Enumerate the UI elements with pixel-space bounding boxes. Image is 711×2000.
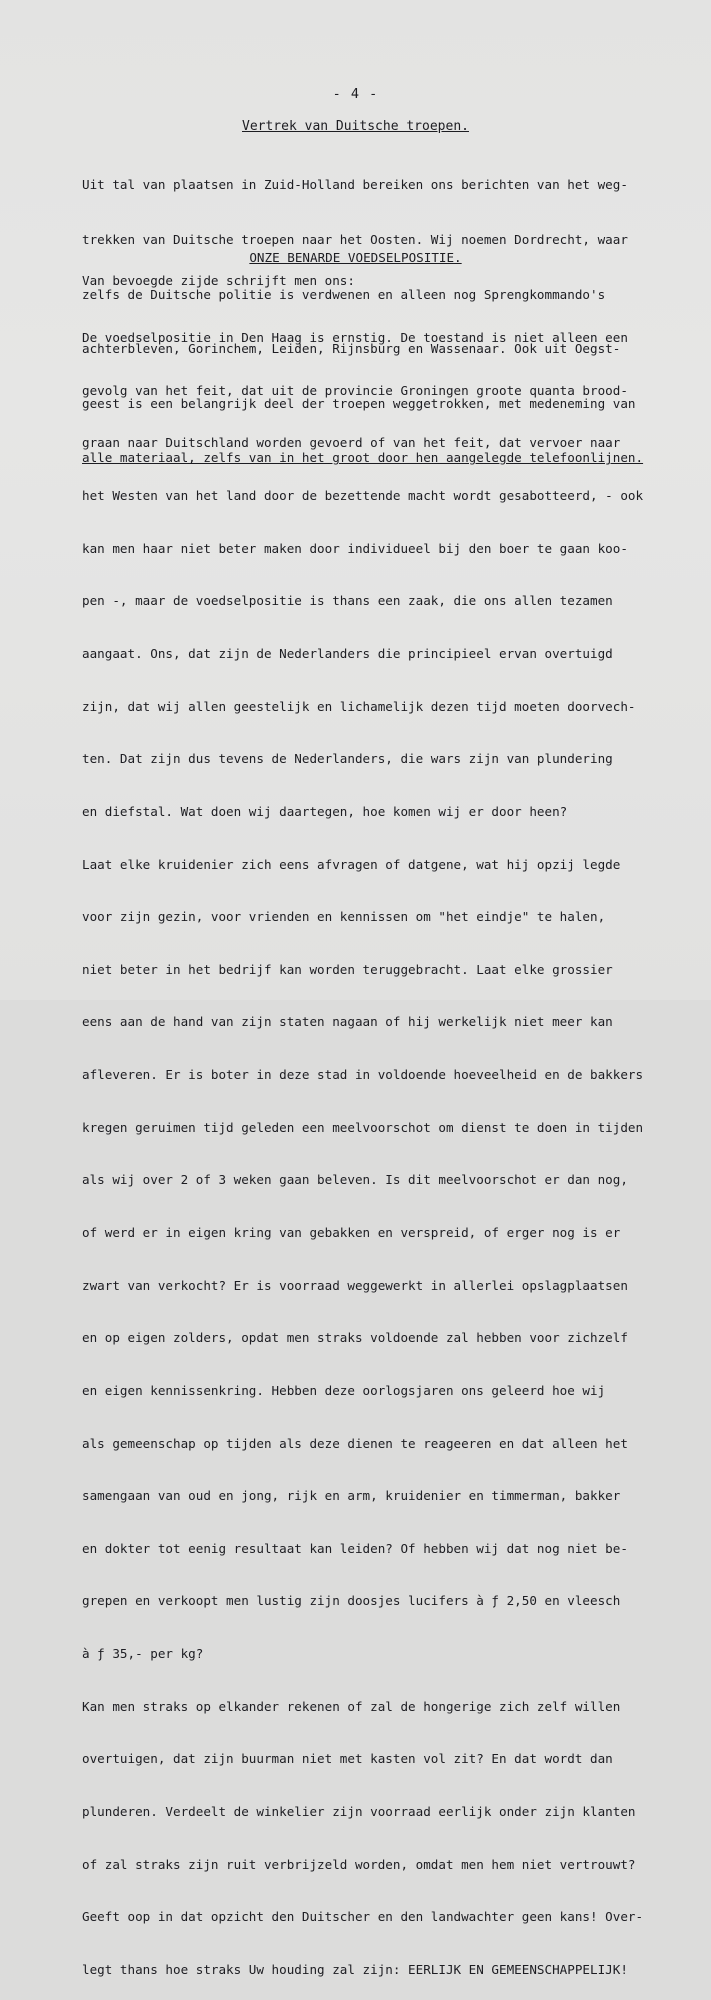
text-line: en dokter tot eenig resultaat kan leiden? Of hebben wij dat nog niet be- xyxy=(82,1540,628,1556)
text-line: kregen geruimen tijd geleden een meelvoorschot om dienst te doen in tijden xyxy=(82,1119,644,1135)
text-line: geest is een belangrijk deel der troepen weggetrokken, met medeneming van xyxy=(82,395,636,411)
text-line: en diefstal. Wat doen wij daartegen, hoe komen wij er door heen? xyxy=(82,803,568,819)
text-line: Laat elke kruidenier zich eens afvragen of datgene, wat hij opzij legde xyxy=(82,856,621,872)
text-line: grepen en verkoopt men lustig zijn doosjes lucifers à ƒ 2,50 en vleesch xyxy=(82,1593,621,1609)
text-line: Uit tal van plaatsen in Zuid-Holland bereiken ons berichten van het weg- xyxy=(82,177,628,193)
text-line: zelfs de Duitsche politie is verdwenen en alleen nog Sprengkommando's xyxy=(82,286,606,302)
text-line: trekken van Duitsche troepen naar het Oosten. Wij noemen Dordrecht, waar xyxy=(82,232,628,248)
text-line: pen -, maar de voedselpositie is thans een zaak, die ons allen tezamen xyxy=(82,593,613,609)
section-title-vertrek: Vertrek van Duitsche troepen. xyxy=(242,119,469,134)
text-line: en op eigen zolders, opdat men straks voldoende zal hebben voor zichzelf xyxy=(82,1330,628,1346)
text-line: samengaan van oud en jong, rijk en arm, kruidenier en timmerman, bakker xyxy=(82,1488,621,1504)
section-title-voedselpositie: ONZE BENARDE VOEDSELPOSITIE. xyxy=(249,250,462,265)
text-line: of zal straks zijn ruit verbrijzeld worden, omdat men hem niet vertrouwt? xyxy=(82,1856,636,1872)
text-line: Kan men straks op elkander rekenen of zal de hongerige zich zelf willen xyxy=(82,1698,621,1714)
text-line: afleveren. Er is boter in deze stad in voldoende hoeveelheid en de bakkers xyxy=(82,1067,644,1083)
text-line: De voedselpositie in Den Haag is ernstig. De toestand is niet alleen een xyxy=(82,330,628,346)
page-number: - 4 - xyxy=(332,86,379,102)
text-line: of werd er in eigen kring van gebakken en verspreid, of erger nog is er xyxy=(82,1224,621,1240)
text-line: voor zijn gezin, voor vrienden en kennissen om "het eindje" te halen, xyxy=(82,909,606,925)
text-line: en eigen kennissenkring. Hebben deze oorlogsjaren ons geleerd hoe wij xyxy=(82,1382,606,1398)
text-line: als wij over 2 of 3 weken gaan beleven. Is dit meelvoorschot er dan nog, xyxy=(82,1172,628,1188)
text-line: eens aan de hand van zijn staten nagaan of hij werkelijk niet meer kan xyxy=(82,1014,613,1030)
text-line: achterbleven, Gorinchem, Leiden, Rijnsburg en Wassenaar. Ook uit Oegst- xyxy=(82,341,621,357)
text-line: aangaat. Ons, dat zijn de Nederlanders die principieel ervan overtuigd xyxy=(82,645,613,661)
text-line: à ƒ 35,- per kg? xyxy=(82,1646,204,1662)
text-line: plunderen. Verdeelt de winkelier zijn voorraad eerlijk onder zijn klanten xyxy=(82,1804,636,1820)
text-line: legt thans hoe straks Uw houding zal zijn: EERLIJK EN GEMEENSCHAPPELIJK! xyxy=(82,1961,628,1977)
section-intro: Van bevoegde zijde schrijft men ons: xyxy=(82,273,355,288)
text-line: het Westen van het land door de bezettende macht wordt gesabotteerd, - ook xyxy=(82,488,644,504)
text-line: graan naar Duitschland worden gevoerd of van het feit, dat vervoer naar xyxy=(82,435,621,451)
section-body-voedselpositie xyxy=(82,294,692,2000)
text-line: zwart van verkocht? Er is voorraad weggewerkt in allerlei opslagplaatsen xyxy=(82,1277,628,1293)
text-line-underlined: alle materiaal, zelfs van in het groot door hen aangelegde telefoonlijnen. xyxy=(82,450,644,466)
text-line: niet beter in het bedrijf kan worden teruggebracht. Laat elke grossier xyxy=(82,961,613,977)
text-line: ten. Dat zijn dus tevens de Nederlanders, die wars zijn van plundering xyxy=(82,751,613,767)
text-line: zijn, dat wij allen geestelijk en lichamelijk dezen tijd moeten doorvech- xyxy=(82,698,636,714)
text-line: kan men haar niet beter maken door individueel bij den boer te gaan koo- xyxy=(82,540,628,556)
text-line: Geeft oop in dat opzicht den Duitscher en den landwachter geen kans! Over- xyxy=(82,1909,644,1925)
text-line: overtuigen, dat zijn buurman niet met kasten vol zit? En dat wordt dan xyxy=(82,1751,613,1767)
text-line: gevolg van het feit, dat uit de provincie Groningen groote quanta brood- xyxy=(82,382,628,398)
text-line: als gemeenschap op tijden als deze dienen te reageeren en dat alleen het xyxy=(82,1435,628,1451)
